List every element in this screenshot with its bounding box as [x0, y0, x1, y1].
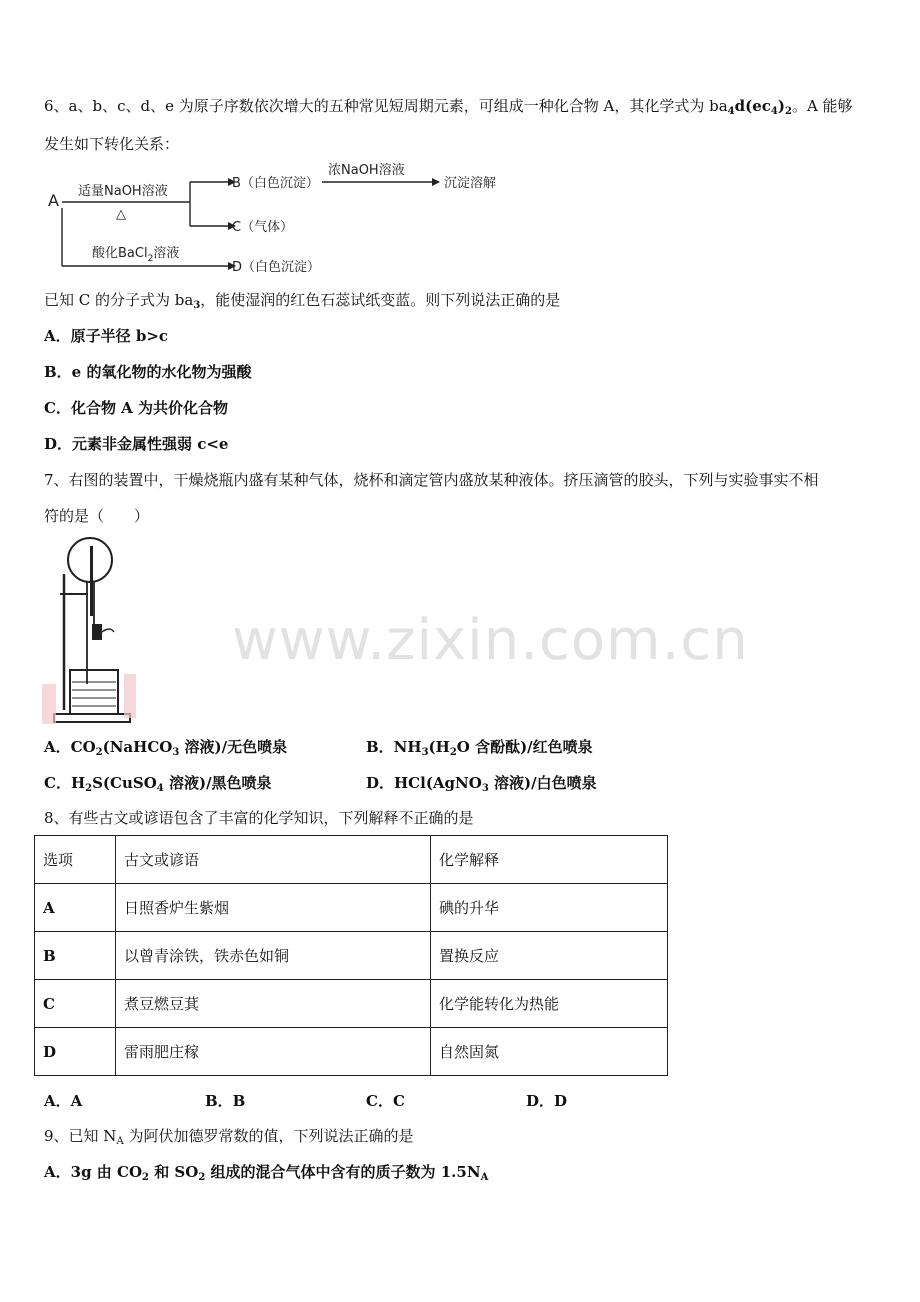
q7-option-c: C．$H_2S(CuSO_4$ 溶液)/黑色喷泉 — [44, 774, 272, 794]
row-proverb: 雷雨肥庄稼 — [116, 1028, 431, 1076]
row-option: D — [35, 1028, 116, 1076]
header-proverb: 古文或谚语 — [116, 836, 431, 884]
q6-option-b: B．e 的氧化物的水化物为强酸 — [44, 363, 252, 381]
row-option: C — [35, 980, 116, 1028]
q7-option-d: D．HCl(AgNO$_3$ 溶液)/白色喷泉 — [366, 774, 597, 794]
q6-stem-line1: 6、a、b、c、d、e 为原子序数依次增大的五种常见短周期元素，可组成一种化合物 A，其化学式为 $ba_4d(ec_4)_2$。A 能够 — [44, 97, 853, 117]
q8-stem: 8、有些古文或谚语包含了丰富的化学知识，下列解释不正确的是 — [44, 809, 474, 827]
q8-answer-b: B．B — [205, 1092, 246, 1110]
q6-stem-line2: 发生如下转化关系： — [44, 135, 180, 153]
diagram-product-c: C（气体） — [232, 220, 294, 235]
row-proverb: 日照香炉生紫烟 — [116, 884, 431, 932]
q7-stem-line2: 符的是（ ） — [44, 507, 150, 525]
row-proverb: 以曾青涂铁，铁赤色如铜 — [116, 932, 431, 980]
q8-answer-d: D．D — [526, 1092, 568, 1110]
q9-option-a: A．3g 由 $CO_2$ 和 $SO_2$ 组成的混合气体中含有的质子数为 $1.5N_A$ — [44, 1163, 489, 1183]
diagram-heat: △ — [116, 207, 126, 222]
q8-answer-c: C．C — [366, 1092, 405, 1110]
table-row — [35, 932, 668, 980]
diagram-reagent3: 酸化BaCl$_2$溶液 — [92, 246, 180, 264]
table-row — [35, 1028, 668, 1076]
diagram-product-d: D（白色沉淀） — [232, 260, 321, 275]
diagram-product-b: B（白色沉淀） — [232, 176, 319, 191]
diagram-dissolve: 沉淀溶解 — [444, 176, 497, 191]
q6-option-d: D．元素非金属性强弱 c<e — [44, 435, 229, 453]
diagram-reagent1: 适量NaOH溶液 — [78, 184, 168, 199]
q7-option-a: A．$CO_2(NaHCO_3$ 溶液)/无色喷泉 — [44, 738, 288, 758]
q7-stem-line1: 7、右图的装置中，干燥烧瓶内盛有某种气体，烧杯和滴定管内盛放某种液体。挤压滴管的胶头，下列与实验事实不相 — [44, 471, 819, 489]
q9-stem: 9、已知 $N_A$ 为阿伏加德罗常数的值，下列说法正确的是 — [44, 1127, 414, 1147]
q8-table — [34, 835, 668, 1076]
q6-known: 已知 C 的分子式为 $ba_3$，能使湿润的红色石蕊试纸变蓝。则下列说法正确的是 — [44, 291, 561, 311]
row-proverb: 煮豆燃豆萁 — [116, 980, 431, 1028]
q6-option-c: C．化合物 A 为共价化合物 — [44, 399, 229, 417]
diagram-start-a: A — [48, 191, 59, 210]
row-option: A — [35, 884, 116, 932]
watermark: www.zixin.com.cn — [232, 608, 749, 673]
table-row — [35, 980, 668, 1028]
reaction-diagram — [44, 160, 524, 280]
diagram-reagent2: 浓NaOH溶液 — [328, 163, 405, 178]
row-explanation: 化学能转化为热能 — [431, 980, 668, 1028]
row-explanation: 碘的升华 — [431, 884, 668, 932]
table-row — [35, 884, 668, 932]
q8-answer-a: A．A — [44, 1092, 83, 1110]
table-header-row — [35, 836, 668, 884]
row-explanation: 自然固氮 — [431, 1028, 668, 1076]
q6-option-a: A．原子半径 b>c — [44, 327, 169, 345]
q7-option-b: B．$NH_3(H_2O$ 含酚酞)/红色喷泉 — [366, 738, 593, 758]
fountain-apparatus-image — [42, 534, 138, 728]
header-option: 选项 — [35, 836, 116, 884]
header-explanation: 化学解释 — [431, 836, 668, 884]
row-option: B — [35, 932, 116, 980]
row-explanation: 置换反应 — [431, 932, 668, 980]
